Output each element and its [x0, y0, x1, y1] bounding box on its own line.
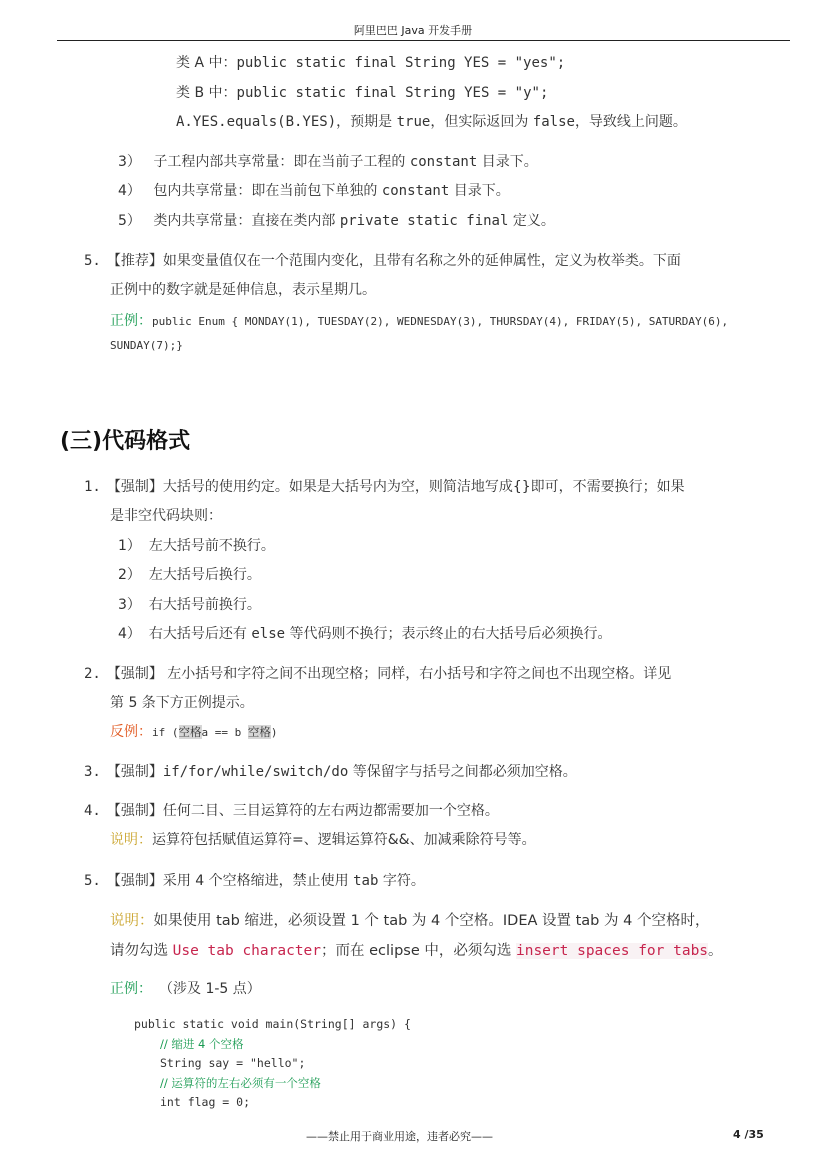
rule-text: 等保留字与括号之间都必须加空格。 [348, 764, 577, 780]
intro-code: public static final String YES = "y"; [236, 85, 549, 101]
intro-prefix: 类 B 中： [176, 85, 237, 101]
sub-item-number: 3） [118, 154, 141, 170]
note-text: 如果使用 tab 缩进，必须设置 1 个 tab 为 4 个空格。IDEA 设置 tab 为 4 个空格时， [153, 913, 710, 929]
rule-number: 4. [84, 803, 101, 819]
rule-text: 【强制】采用 4 个空格缩进，禁止使用 [106, 873, 354, 889]
note-label: 说明： [110, 913, 154, 929]
sub-item [118, 535, 275, 555]
sub-item-text: 右大括号前换行。 [148, 597, 261, 613]
rule-text: 【推荐】如果变量值仅在一个范围内变化，且带有名称之外的延伸属性，定义为枚举类。下面 [106, 253, 681, 269]
rule-text: 【强制】任何二目、三目运算符的左右两边都需要加一个空格。 [106, 803, 499, 819]
rule-number: 1. [84, 479, 101, 495]
sub-item [118, 210, 555, 230]
sub-item-text: 子工程内部共享常量：即在当前子工程的 [153, 154, 410, 170]
intro-line-a [176, 52, 565, 72]
rule-text-cont: 第 5 条下方正例提示。 [110, 695, 254, 711]
sub-item-number: 4） [118, 183, 141, 199]
sub-item-number: 3） [118, 597, 141, 613]
sub-item-text: 目录下。 [449, 183, 510, 199]
sub-item-text: 类内共享常量：直接在类内部 [153, 213, 340, 229]
rule-item [84, 476, 685, 496]
header-divider [57, 40, 790, 41]
example-code: a == b [201, 726, 248, 739]
example-line [110, 310, 728, 330]
rule-text-cont: 是非空代码块则： [110, 508, 222, 524]
example-code: public Enum { MONDAY(1), TUESDAY(2), WEDNESDAY(3), THURSDAY(4), FRIDAY(5), SATURDAY(6), [152, 315, 729, 328]
footer-notice: ——禁止用于商业用途，违者必究—— [306, 1130, 493, 1143]
rule-code: if/for/while/switch/do [162, 764, 349, 780]
rule-number: 5. [84, 873, 101, 889]
intro-prefix: 类 A 中： [176, 55, 237, 71]
sub-item-number: 4） [118, 626, 141, 642]
sub-item [118, 564, 261, 584]
rule-text: 【强制】大括号的使用约定。如果是大括号内为空，则简洁地写成{}即可，不需要换行；如果 [106, 479, 685, 495]
sub-item-number: 2） [118, 567, 141, 583]
intro-code: true [396, 114, 431, 130]
example-code: ) [270, 726, 278, 739]
rule-item [84, 870, 425, 890]
note-line [110, 829, 536, 849]
intro-line-c [176, 111, 687, 131]
rule-text: 【强制】 左小括号和字符之间不出现空格；同样，右小括号和字符之间也不出现空格。详见 [106, 666, 672, 682]
rule-code: tab [353, 873, 379, 889]
sub-item-text: 等代码则不换行；表示终止的右大括号后必须换行。 [285, 626, 612, 642]
note-label: 说明： [110, 832, 152, 848]
sub-item-number: 1） [118, 538, 141, 554]
section-heading: (三)代码格式 [60, 429, 191, 454]
code-line: public static void main(String[] args) { [134, 1017, 411, 1031]
note-text: 运算符包括赋值运算符=、逻辑运算符&&、加减乘除符号等。 [152, 832, 536, 848]
intro-code: public static final String YES = "yes"; [236, 55, 566, 71]
sub-item-code: constant [381, 183, 450, 199]
intro-text: ，预期是 [336, 114, 397, 130]
rule-label: 【强制】 [106, 764, 163, 780]
intro-code: A.YES.equals(B.YES) [176, 114, 337, 130]
note-line [110, 909, 709, 930]
positive-example-label: 正例： [110, 313, 152, 329]
intro-text: ，但实际返回为 [430, 114, 533, 130]
note-line-cont [110, 939, 723, 960]
sub-item [118, 623, 612, 643]
sub-item-text: 目录下。 [477, 154, 538, 170]
rule-item [84, 663, 671, 683]
code-comment: // 缩进 4 个空格 [160, 1037, 244, 1051]
intro-line-b [176, 82, 548, 102]
document-header-title: 阿里巴巴 Java 开发手册 [353, 24, 473, 37]
intro-text: ，导致线上问题。 [574, 114, 687, 130]
intro-code: false [532, 114, 575, 130]
inline-code: Use tab character [172, 943, 322, 959]
note-text: 请勿勾选 [110, 943, 173, 959]
sub-item-number: 5） [118, 213, 141, 229]
sub-item-code: constant [409, 154, 478, 170]
sub-item [118, 180, 510, 200]
note-text: ；而在 eclipse 中，必须勾选 [321, 943, 516, 959]
sub-item-code: else [251, 626, 286, 642]
sub-item [118, 151, 538, 171]
code-line: String say = "hello"; [160, 1056, 306, 1070]
rule-number: 3. [84, 764, 101, 780]
sub-item-text: 右大括号后还有 [148, 626, 252, 642]
example-code: SUNDAY(7);} [110, 339, 183, 352]
inline-code: insert spaces for tabs [515, 943, 709, 959]
note-text: 。 [708, 943, 723, 959]
counter-example-label: 反例： [110, 724, 152, 740]
positive-example-label: 正例： [110, 981, 152, 997]
example-code: if ( [152, 726, 179, 739]
code-line: int flag = 0; [160, 1095, 251, 1109]
rule-item [84, 800, 499, 820]
rule-number: 2. [84, 666, 101, 682]
sub-item-text: 包内共享常量：即在当前包下单独的 [153, 183, 382, 199]
space-marker: 空格 [178, 725, 202, 739]
rule-item [84, 761, 577, 781]
counter-example-line [110, 721, 277, 741]
rule-number: 5. [84, 253, 101, 269]
rule-text-cont: 正例中的数字就是延伸信息，表示星期几。 [110, 282, 376, 298]
example-line [110, 978, 261, 998]
sub-item-text: 左大括号前不换行。 [148, 538, 275, 554]
space-marker: 空格 [247, 725, 271, 739]
sub-item-code: private static final [339, 213, 509, 229]
sub-item-text: 左大括号后换行。 [148, 567, 261, 583]
rule-item [84, 250, 681, 270]
rule-text: 字符。 [378, 873, 425, 889]
example-text: （涉及 1-5 点） [166, 981, 261, 997]
page-number: 4 /35 [733, 1128, 764, 1141]
code-comment: // 运算符的左右必须有一个空格 [160, 1076, 321, 1090]
sub-item-text: 定义。 [508, 213, 555, 229]
sub-item [118, 594, 261, 614]
